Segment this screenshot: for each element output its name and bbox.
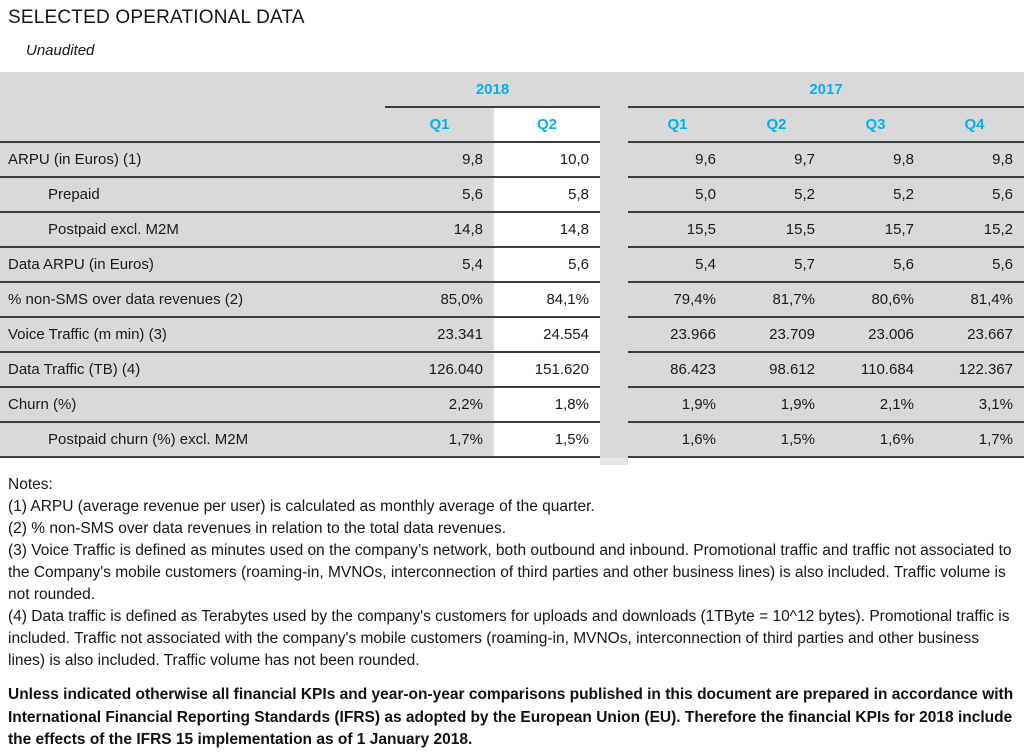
cell-value-2018-q2: 14,8 (494, 213, 600, 248)
note-line-4: (4) Data traffic is defined as Terabytes used by the company's customers for uploads and downloads (1TByte = 10^12 bytes). Promotional traffic is included. Traffic not associated with the company's mobile customers (roaming-in, MVNOs, interconnection of third parties and other business lines) is also included. Traffic volume has not been rounded. (8, 608, 1010, 669)
note-line-2: (2) % non-SMS over data revenues in relation to the total data revenues. (8, 520, 507, 537)
quarter-header-2017-q4: Q4 (925, 108, 1024, 143)
year-header-2018: 2018 (385, 72, 600, 108)
cell-value-2018-q1: 85,0% (385, 283, 494, 318)
row-label: % non-SMS over data revenues (2) (0, 283, 385, 318)
column-gap (600, 213, 628, 248)
column-gap-tail (600, 458, 628, 465)
row-label: Churn (%) (0, 388, 385, 423)
cell-value-2017-q3: 15,7 (826, 213, 925, 248)
cell-value-2017-q1: 86.423 (628, 353, 727, 388)
cell-value-2017-q3: 5,6 (826, 248, 925, 283)
cell-value-2017-q2: 23.709 (727, 318, 826, 353)
cell-value-2018-q1: 126.040 (385, 353, 494, 388)
column-gap (600, 318, 628, 353)
cell-value-2017-q3: 80,6% (826, 283, 925, 318)
cell-value-2017-q4: 81,4% (925, 283, 1024, 318)
cell-value-2017-q2: 5,2 (727, 178, 826, 213)
row-label: Data ARPU (in Euros) (0, 248, 385, 283)
cell-value-2018-q1: 23.341 (385, 318, 494, 353)
page-title: SELECTED OPERATIONAL DATA (8, 7, 305, 28)
quarter-header-2018-q2: Q2 (494, 108, 600, 143)
cell-value-2018-q1: 1,7% (385, 423, 494, 458)
cell-value-2018-q2: 24.554 (494, 318, 600, 353)
quarter-header-2017-q2: Q2 (727, 108, 826, 143)
cell-value-2017-q2: 1,5% (727, 423, 826, 458)
cell-value-2017-q1: 5,4 (628, 248, 727, 283)
cell-value-2017-q3: 5,2 (826, 178, 925, 213)
cell-value-2017-q1: 15,5 (628, 213, 727, 248)
cell-value-2017-q1: 5,0 (628, 178, 727, 213)
cell-value-2017-q4: 3,1% (925, 388, 1024, 423)
notes-section (8, 474, 1017, 672)
ifrs-disclaimer: Unless indicated otherwise all financial KPIs and year-on-year comparisons published in this document are prepared in accordance with International Financial Reporting Standards (IFRS) as adopted by the European Union (EU). Therefore the financial KPIs for 2018 include the effects of the IFRS 15 implementation as of 1 January 2018. (8, 686, 1014, 748)
row-label: Postpaid churn (%) excl. M2M (0, 423, 385, 458)
cell-value-2018-q1: 14,8 (385, 213, 494, 248)
cell-value-2017-q4: 1,7% (925, 423, 1024, 458)
cell-value-2018-q2: 5,8 (494, 178, 600, 213)
cell-value-2017-q2: 1,9% (727, 388, 826, 423)
cell-value-2017-q1: 23.966 (628, 318, 727, 353)
cell-value-2018-q2: 1,5% (494, 423, 600, 458)
cell-value-2017-q2: 81,7% (727, 283, 826, 318)
quarter-header-2018-q1: Q1 (385, 108, 494, 143)
quarter-header-2017-q3: Q3 (826, 108, 925, 143)
quarter-header-spacer (0, 108, 385, 143)
row-label: Data Traffic (TB) (4) (0, 353, 385, 388)
cell-value-2017-q2: 9,7 (727, 143, 826, 178)
column-gap (600, 248, 628, 283)
column-gap (600, 283, 628, 318)
cell-value-2017-q3: 1,6% (826, 423, 925, 458)
cell-value-2017-q1: 1,6% (628, 423, 727, 458)
cell-value-2017-q4: 122.367 (925, 353, 1024, 388)
column-gap (600, 108, 628, 143)
year-header-2017: 2017 (628, 72, 1024, 108)
note-line-3: (3) Voice Traffic is defined as minutes used on the company’s network, both outbound and inbound. Promotional traffic and traffic not associated to the Company's mobile customers (roaming-in, MVNOs, interconnection of third parties and other business lines) is also included. Traffic volume is not rounded. (8, 542, 1012, 603)
cell-value-2018-q2: 10,0 (494, 143, 600, 178)
cell-value-2018-q1: 2,2% (385, 388, 494, 423)
column-gap (600, 353, 628, 388)
cell-value-2018-q1: 5,6 (385, 178, 494, 213)
column-gap (600, 423, 628, 458)
cell-value-2017-q4: 5,6 (925, 178, 1024, 213)
quarter-header-2017-q1: Q1 (628, 108, 727, 143)
cell-value-2017-q4: 15,2 (925, 213, 1024, 248)
cell-value-2017-q4: 5,6 (925, 248, 1024, 283)
cell-value-2017-q2: 15,5 (727, 213, 826, 248)
cell-value-2018-q2: 151.620 (494, 353, 600, 388)
cell-value-2017-q4: 23.667 (925, 318, 1024, 353)
note-line-1: (1) ARPU (average revenue per user) is calculated as monthly average of the quarter. (8, 498, 595, 515)
cell-value-2018-q2: 84,1% (494, 283, 600, 318)
column-gap (600, 143, 628, 178)
cell-value-2017-q3: 9,8 (826, 143, 925, 178)
row-label: Postpaid excl. M2M (0, 213, 385, 248)
column-gap (600, 178, 628, 213)
cell-value-2017-q4: 9,8 (925, 143, 1024, 178)
column-gap (600, 72, 628, 108)
row-label: ARPU (in Euros) (1) (0, 143, 385, 178)
cell-value-2017-q2: 98.612 (727, 353, 826, 388)
row-label: Voice Traffic (m min) (3) (0, 318, 385, 353)
cell-value-2017-q1: 79,4% (628, 283, 727, 318)
notes-heading: Notes: (8, 476, 53, 493)
cell-value-2018-q1: 9,8 (385, 143, 494, 178)
cell-value-2018-q2: 1,8% (494, 388, 600, 423)
cell-value-2017-q3: 2,1% (826, 388, 925, 423)
row-label: Prepaid (0, 178, 385, 213)
column-gap (600, 388, 628, 423)
cell-value-2018-q2: 5,6 (494, 248, 600, 283)
cell-value-2017-q1: 1,9% (628, 388, 727, 423)
cell-value-2018-q1: 5,4 (385, 248, 494, 283)
page-subtitle: Unaudited (26, 42, 95, 59)
cell-value-2017-q1: 9,6 (628, 143, 727, 178)
cell-value-2017-q3: 110.684 (826, 353, 925, 388)
operational-data-table (0, 72, 1024, 458)
cell-value-2017-q3: 23.006 (826, 318, 925, 353)
year-header-spacer (0, 72, 385, 108)
cell-value-2017-q2: 5,7 (727, 248, 826, 283)
